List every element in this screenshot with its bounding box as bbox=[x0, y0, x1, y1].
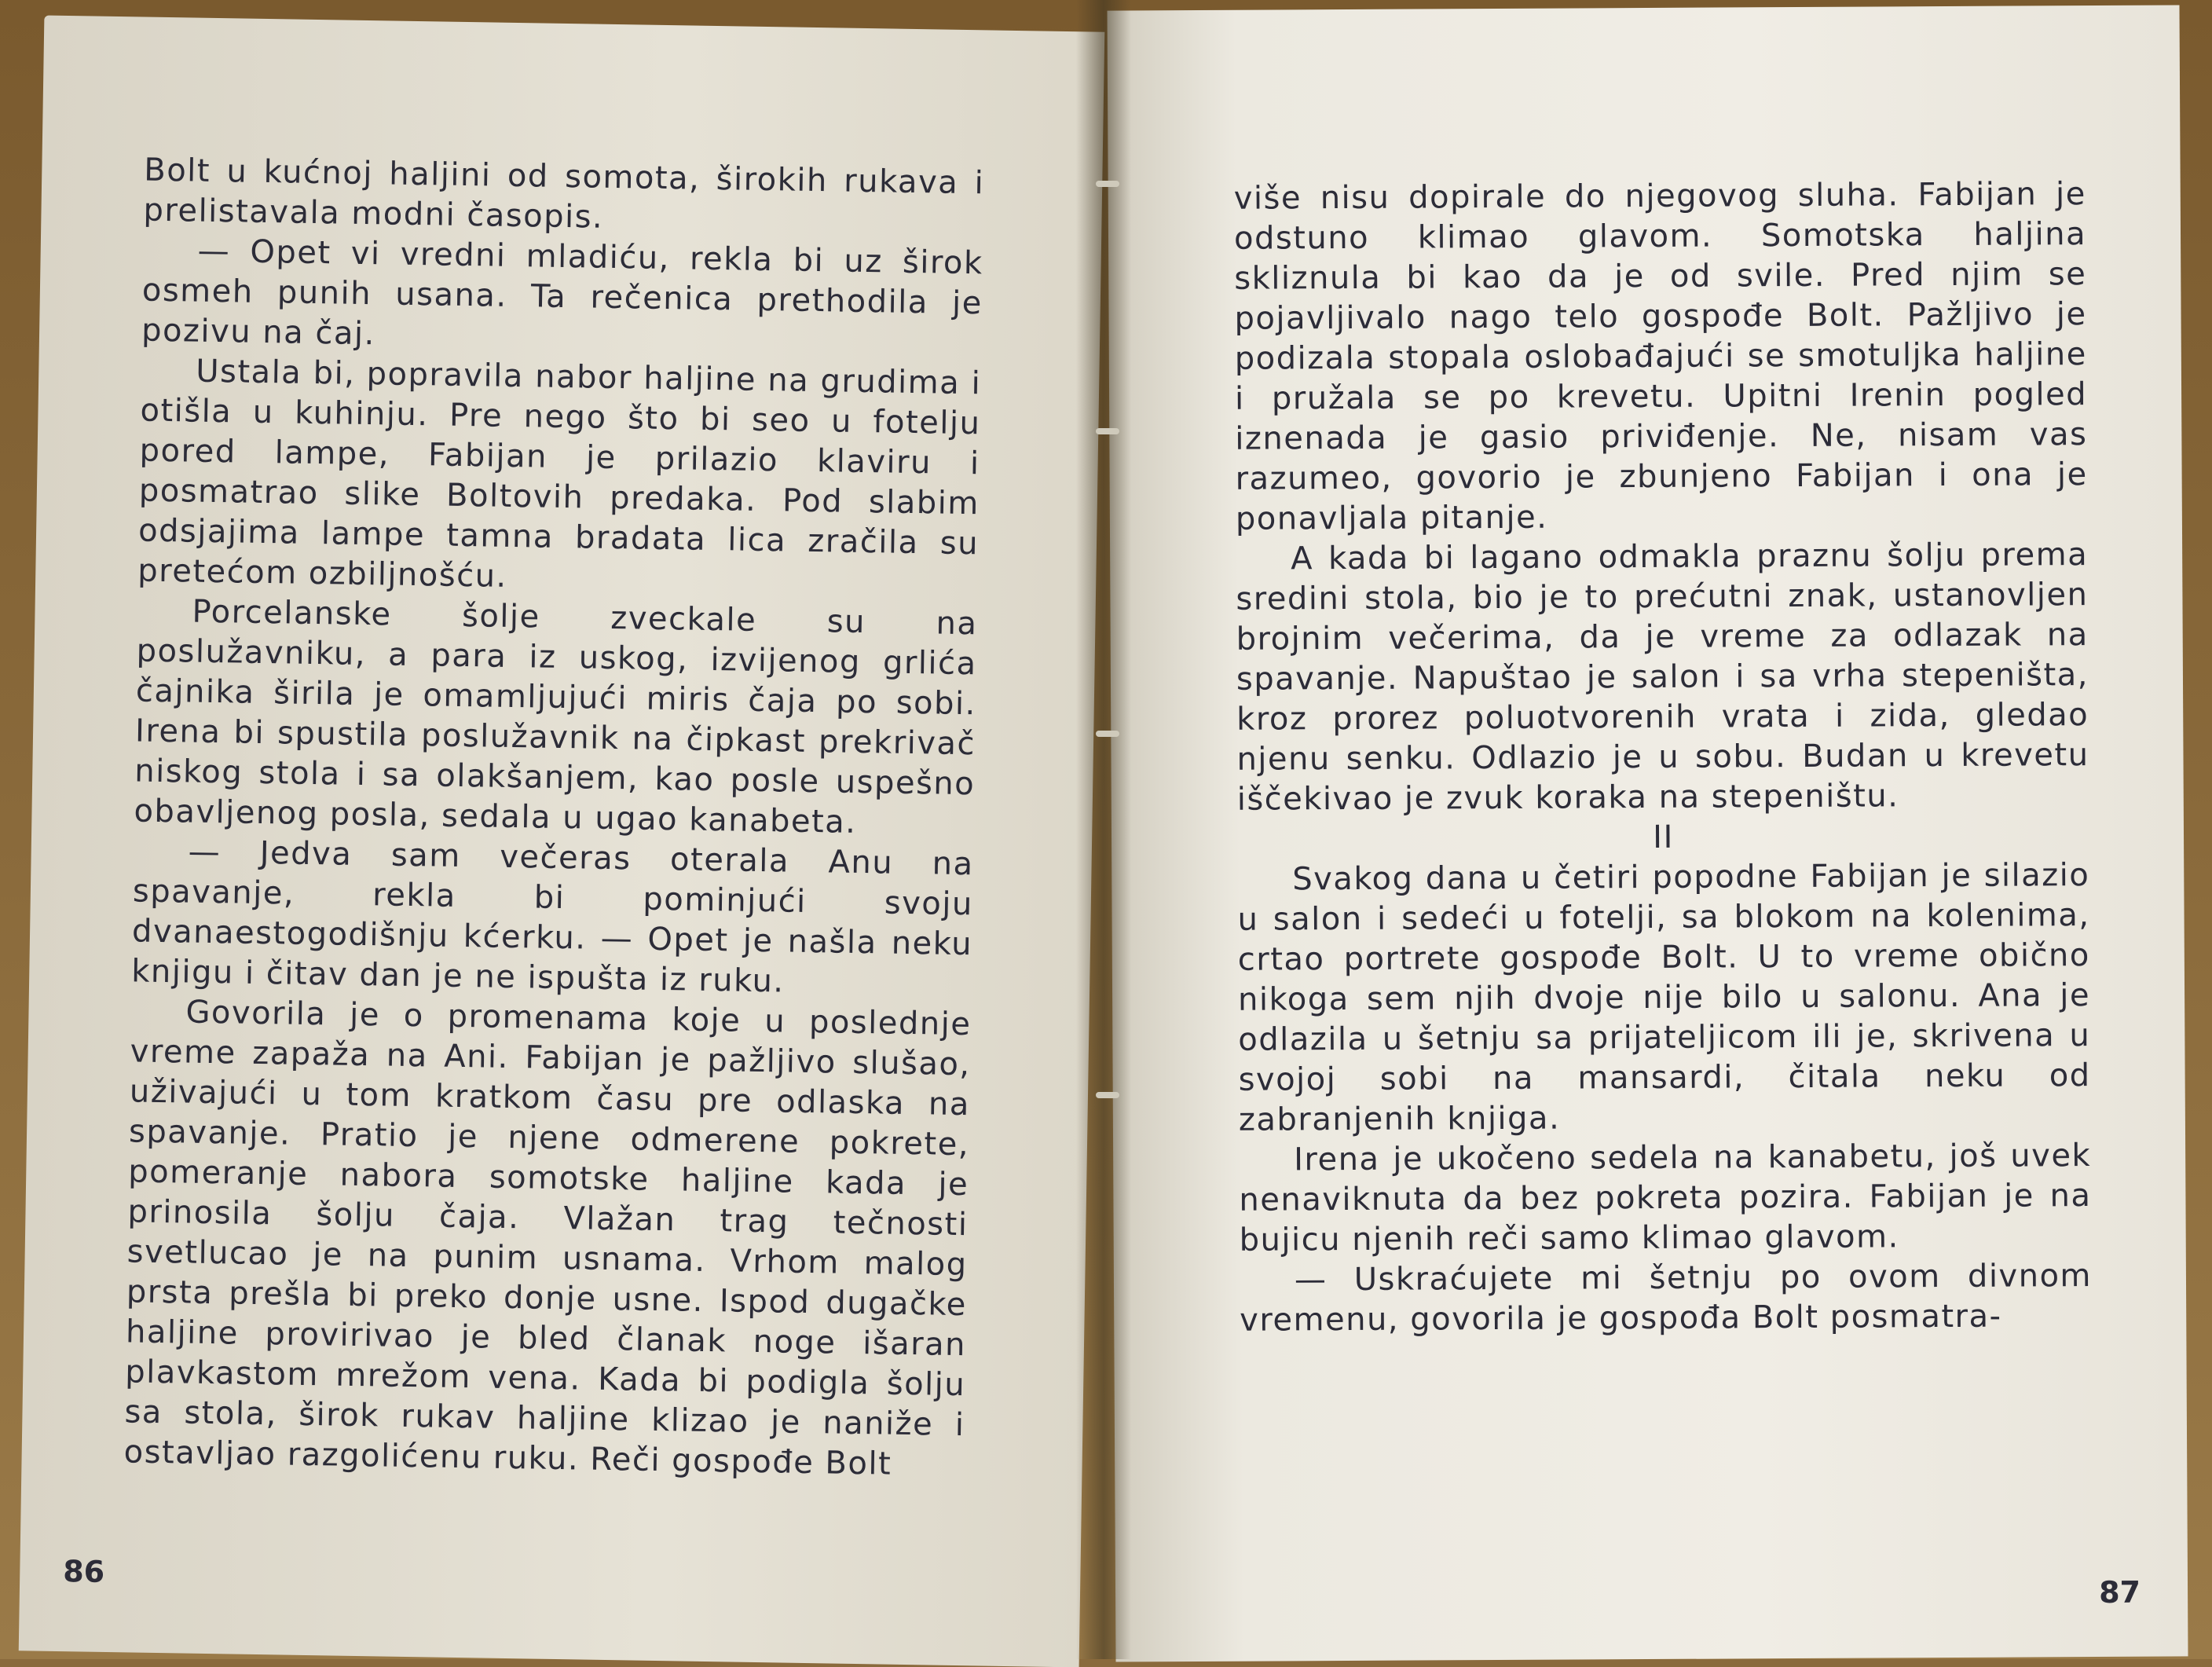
left-paragraph: Porcelanske šolje zveckale su na poslužavniku, a para iz uskog, izvijenog grlića čajnika širila je omamljujući miris čaja po sobi. Irena bi spustila poslužavnik na čipkast prekrivač niskog stola i sa olakšanjem, kao posle uspešno obavljenog posla, sedala u ugao kanabeta. bbox=[134, 593, 978, 841]
left-paragraph: — Opet vi vredni mladiću, rekla bi uz širok osmeh punih usana. Ta rečenica prethodila je pozivu na čaj. bbox=[141, 233, 983, 353]
left-paragraph: Ustala bi, popravila nabor haljine na grudima i otišla u kuhinju. Pre nego što bi seo u fotelju pored lampe, Fabijan je prilazio klaviru i posmatrao slike Boltovih predaka. Pod slabim odsjajima lampe tamna bradata lica zračila su pretećom ozbiljnošću. bbox=[137, 353, 982, 595]
binding-stitch bbox=[1096, 1092, 1119, 1098]
right-paragraph: A kada bi lagano odmakla praznu šolju prema sredini stola, bio je to prećutni znak, ustanovljen brojnim večerima, da je vreme za odlazak na spavanje. Napuštao je salon i sa vrha stepeništa, kroz prorez poluotvorenih vrata i zida, gledao njenu senku. Odlazio je u sobu. Budan u krevetu iščekivao je zvuk koraka na stepeništu. bbox=[1236, 537, 2089, 818]
right-paragraph: Svakog dana u četiri popodne Fabijan je silazio u salon i sedeći u fotelji, sa blokom na kolenima, crtao portrete gospođe Bolt. U to vreme obično nikoga sem njih dvoje nije bilo u salonu. Ana je odlazila u šetnju sa prijateljicom ili je, skrivena u svojoj sobi na mansardi, čitala neku od zabranjenih knjiga. bbox=[1237, 857, 2091, 1138]
right-paragraph: — Uskraćujete mi šetnju po ovom divnom vremenu, govorila je gospođa Bolt posmatra- bbox=[1240, 1258, 2093, 1339]
left-paragraph: Bolt u kućnoj haljini od somota, širokih rukava i prelistavala modni časopis. bbox=[143, 152, 985, 236]
left-page-text bbox=[123, 151, 984, 1486]
right-page bbox=[1108, 5, 2188, 1662]
right-paragraph: više nisu dopirale do njegovog sluha. Fabijan je odstuno klimao glavom. Somotska haljina skliznula bi kao da je od svile. Pred njim se pojavljivalo nago telo gospođe Bolt. Pažljivo je podizala stopala oslobađajući se smotuljka haljine i pružala se po krevetu. Upitni Irenin pogled iznenada je gasio priviđenje. Ne, nisam vas razumeo, govorio je zbunjeno Fabijan i ona je ponavljala pitanje. bbox=[1233, 176, 2088, 537]
left-paragraph: Govorila je o promenama koje u poslednje vreme zapaža na Ani. Fabijan je pažljivo slušao, uživajući u tom kratkom času pre odlaska na spavanje. Pratio je njene odmerene pokrete, pomeranje nabora somotske haljine kada je prinosila šolju čaja. Vlažan trag tečnosti svetlucao je na punim usnama. Vrhom malog prsta prešla bi preko donje usne. Ispod dugačke haljine provirivao je bled članak noge išaran plavkastom mrežom vena. Kada bi podigla šolju sa stola, širok rukav haljine klizao je naniže i ostavljao razgolićenu ruku. Reči gospođe Bolt bbox=[123, 994, 972, 1482]
right-page-text bbox=[1234, 174, 2093, 1341]
page-number-right: 87 bbox=[2099, 1574, 2141, 1610]
left-paragraph: — Jedva sam večeras oterala Anu na spavanje, rekla bi pominjući svoju dvanaestogodišnju kćerku. — Opet je našla neku knjigu i čitav dan je ne ispušta iz ruku. bbox=[130, 834, 974, 1000]
binding-stitch bbox=[1096, 428, 1119, 434]
page-number-left: 86 bbox=[62, 1554, 105, 1589]
chapter-heading: II bbox=[1653, 819, 1674, 855]
binding-stitch bbox=[1096, 181, 1119, 187]
right-paragraph: Irena je ukočeno sedela na kanabetu, još uvek nenaviknuta da bez pokreta pozira. Fabijan je na bujicu njenih reči samo klimao glavom. bbox=[1239, 1138, 2092, 1258]
left-page bbox=[19, 16, 1105, 1667]
binding-stitch bbox=[1096, 731, 1119, 737]
book-gutter bbox=[1076, 0, 1131, 1659]
